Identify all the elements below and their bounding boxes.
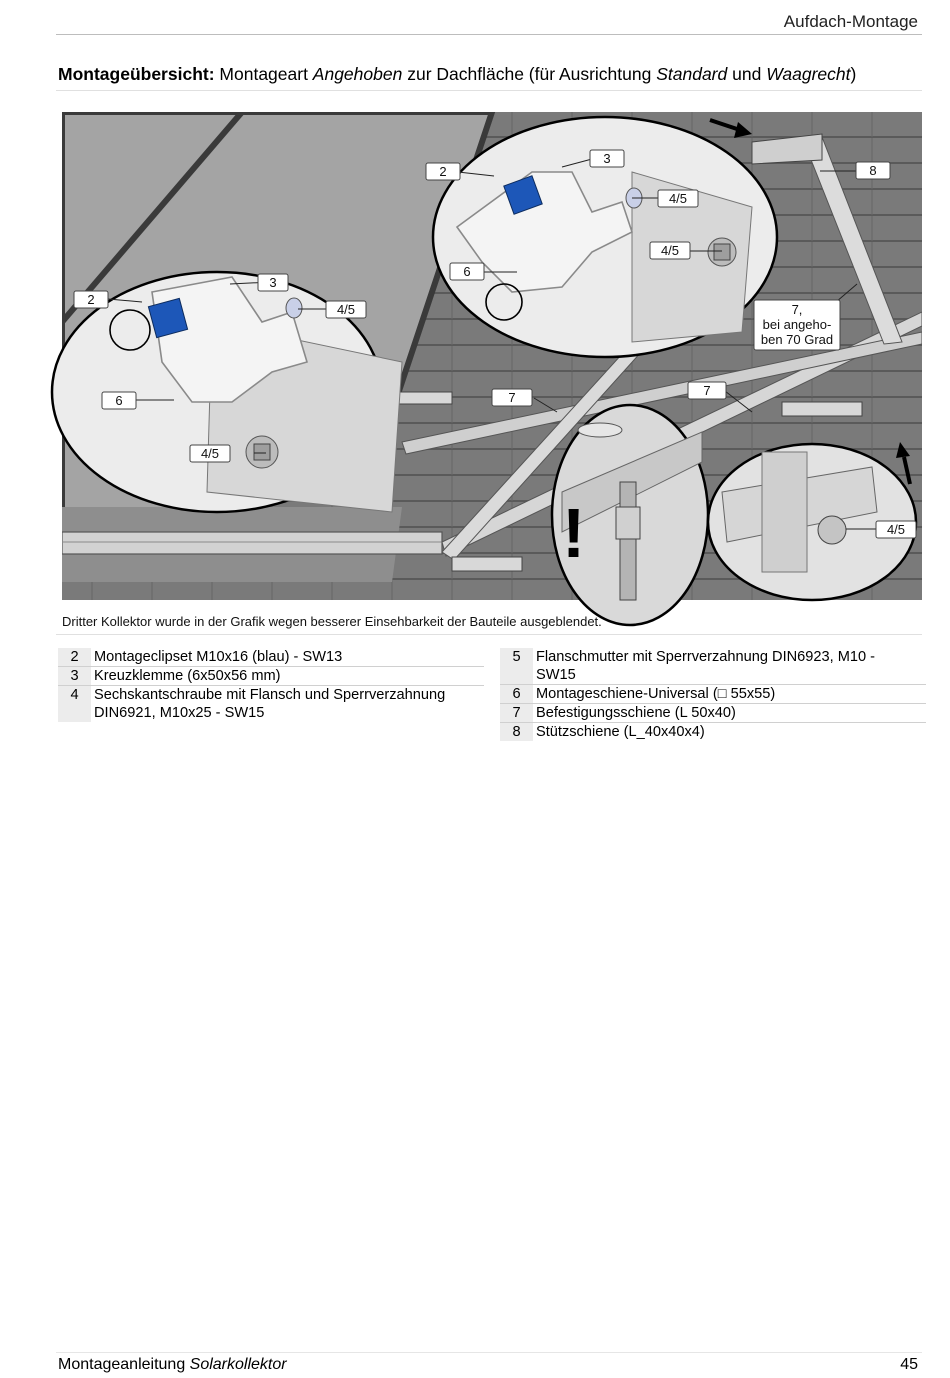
callout-45-left-bottom	[190, 445, 230, 462]
footer-doc-italic: Solarkollektor	[189, 1356, 287, 1373]
mounting-illustration-svg	[62, 112, 922, 600]
svg-text:7: 7	[703, 383, 711, 398]
svg-text:4/5: 4/5	[668, 191, 688, 206]
parts-list-left	[58, 648, 484, 722]
part-description-line1: Flanschmutter mit Sperrverzahnung DIN6923, M10 -	[536, 649, 876, 665]
roof-plate-mid	[392, 392, 452, 404]
part-number: 4	[58, 686, 91, 723]
part-description: Kreuzklemme (6x50x56 mm)	[91, 667, 484, 686]
parts-row	[500, 704, 926, 723]
part-description-line1: Sechskantschraube mit Flansch und Sperrverzahnung	[94, 687, 446, 703]
header-section-title: Aufdach-Montage	[783, 12, 918, 31]
parts-row	[58, 667, 484, 686]
roof-plate-right	[782, 402, 862, 416]
part-description: Stützschiene (L_40x40x4)	[533, 723, 926, 742]
parts-row	[58, 686, 484, 723]
roof-plate-bottom	[452, 557, 522, 571]
title-part1: Montageart	[214, 64, 313, 84]
title-waagrecht: Waagrecht	[766, 64, 851, 84]
svg-text:ben 70 Grad: ben 70 Grad	[760, 332, 834, 347]
part-number: 8	[500, 723, 533, 742]
parts-list-right	[500, 648, 926, 741]
svg-text:6: 6	[463, 264, 471, 279]
svg-text:7,: 7,	[791, 302, 803, 317]
part-description-line2: DIN6921, M10x25 - SW15	[94, 705, 265, 721]
part-description	[91, 686, 484, 723]
parts-row	[500, 648, 926, 685]
part-number: 5	[500, 648, 533, 685]
figure-caption: Dritter Kollektor wurde in der Grafik wegen besserer Einsehbarkeit der Bauteile ausgeblendet.	[62, 614, 602, 629]
title-angehoben: Angehoben	[312, 64, 403, 84]
part-description	[533, 685, 926, 704]
callout-6-left	[102, 392, 136, 409]
square-profile-icon: □	[717, 686, 727, 702]
footer-doc-text: Montageanleitung	[58, 1356, 190, 1373]
callout-2-top	[426, 163, 460, 180]
title-part2: zur Dachfläche (für Ausrichtung	[402, 64, 657, 84]
footer-document-title	[58, 1356, 287, 1374]
callout-45-top-b	[650, 242, 690, 259]
warning-exclamation-icon: !	[562, 494, 586, 572]
part-number: 7	[500, 704, 533, 723]
title-und: und	[727, 64, 767, 84]
svg-text:3: 3	[269, 275, 277, 290]
footer-divider	[56, 1352, 922, 1353]
part-description: Befestigungsschiene (L 50x40)	[533, 704, 926, 723]
svg-text:3: 3	[603, 151, 611, 166]
svg-text:7: 7	[508, 390, 516, 405]
page-number: 45	[900, 1356, 918, 1373]
part-description-text: Montageschiene-Universal (	[536, 686, 718, 702]
svg-text:8: 8	[869, 163, 877, 178]
callout-3-left	[258, 274, 288, 291]
part-number: 2	[58, 648, 91, 667]
part-description-line2: SW15	[536, 667, 576, 683]
caption-divider	[56, 634, 922, 635]
callout-6-top	[450, 263, 484, 280]
part-description-suffix: 55x55)	[726, 686, 776, 702]
callout-7-right	[688, 382, 726, 399]
title-bold: Montageübersicht:	[58, 64, 215, 84]
parts-row	[500, 685, 926, 704]
callout-3-top	[590, 150, 624, 167]
mounting-illustration	[62, 112, 922, 600]
callout-7-angle	[754, 300, 840, 350]
callout-45-top-a	[658, 190, 698, 207]
title-close: )	[850, 64, 857, 84]
mounting-rail-bottom	[62, 532, 442, 554]
threaded-bolt	[620, 482, 636, 600]
callout-2-left	[74, 291, 108, 308]
parts-row	[500, 723, 926, 742]
svg-text:4/5: 4/5	[200, 446, 220, 461]
part-description: Montageclipset M10x16 (blau) - SW13	[94, 649, 343, 665]
svg-text:4/5: 4/5	[660, 243, 680, 258]
part-description	[533, 648, 926, 685]
svg-text:4/5: 4/5	[336, 302, 356, 317]
svg-text:2: 2	[439, 164, 447, 179]
callout-45-right	[876, 521, 916, 538]
part-number: 6	[500, 685, 533, 704]
part-number: 3	[58, 667, 91, 686]
callout-8	[856, 162, 890, 179]
parts-row	[58, 648, 484, 667]
svg-text:6: 6	[115, 393, 123, 408]
title-standard: Standard	[656, 64, 728, 84]
page-title	[58, 64, 856, 85]
svg-text:4/5: 4/5	[886, 522, 906, 537]
header-divider	[56, 34, 922, 35]
svg-text:bei angeho-: bei angeho-	[762, 317, 832, 332]
title-divider	[56, 90, 922, 91]
svg-text:2: 2	[87, 292, 95, 307]
callout-7-mid	[492, 389, 532, 406]
callout-45-left	[326, 301, 366, 318]
